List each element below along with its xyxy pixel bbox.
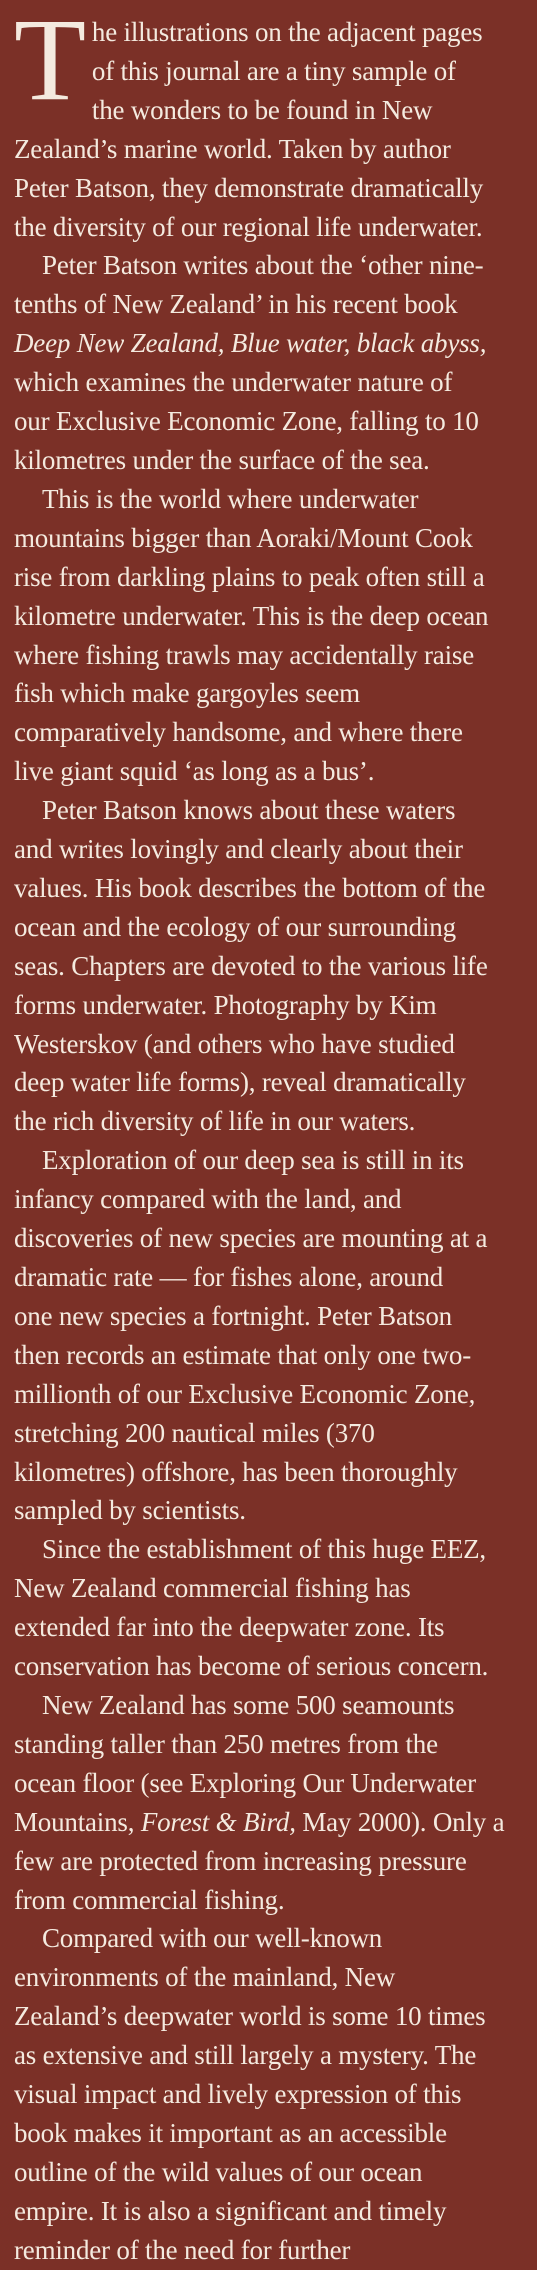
text-line: ocean and the ecology of our surrounding <box>14 911 456 942</box>
text-line: then records an estimate that only one two- <box>14 1339 472 1370</box>
text-line: Peter Batson writes about the ‘other nine- <box>42 250 484 281</box>
text-line: of this journal are a tiny sample of <box>91 55 456 86</box>
paragraph-5 <box>14 1141 530 1530</box>
text-line: ocean floor (see Exploring Our Underwater <box>14 1767 476 1798</box>
text-line: Peter Batson knows about these waters <box>42 795 456 826</box>
text-line: he illustrations on the adjacent pages <box>91 17 483 47</box>
text-line: the diversity of our regional life underwater. <box>14 211 483 242</box>
journal-title: Forest & Bird, <box>140 1806 296 1837</box>
paragraph-2 <box>14 246 530 479</box>
text-line: This is the world where underwater <box>42 483 419 514</box>
text-line: dramatic rate — for fishes alone, around <box>14 1262 444 1292</box>
text-line: seas. Chapters are devoted to the various life <box>14 950 488 981</box>
paragraph-3 <box>14 480 530 791</box>
text-line: which examines the underwater nature of <box>14 367 453 398</box>
text-line: May 2000). Only a <box>295 1806 505 1837</box>
article-body <box>14 0 530 2270</box>
text-line: Mountains, <box>14 1806 141 1837</box>
text-line: infancy compared with the land, and <box>14 1184 402 1215</box>
text-line: visual impact and lively expression of this <box>14 2079 462 2110</box>
text-line: and writes lovingly and clearly about their <box>14 834 463 865</box>
text-line: kilometre underwater. This is the deep ocean <box>14 600 489 631</box>
text-line: Zealand’s deepwater world is some 10 times <box>14 2001 486 2032</box>
text-line: book makes it important as an accessible <box>14 2117 447 2148</box>
paragraph-1 <box>14 0 530 246</box>
text-line: Peter Batson, they demonstrate dramatically <box>14 172 484 203</box>
text-line: mountains bigger than Aoraki/Mount Cook <box>14 522 473 553</box>
text-line: extended far into the deepwater zone. Its <box>14 1612 445 1643</box>
text-line: fish which make gargoyles seem <box>14 678 360 709</box>
text-line: Exploration of our deep sea is still in its <box>42 1145 464 1176</box>
text-line: reminder of the need for further <box>14 2234 351 2265</box>
text-line: outline of the wild values of our ocean <box>14 2156 423 2187</box>
text-line: tenths of New Zealand’ in his recent book <box>14 289 458 320</box>
text-line: few are protected from increasing pressure <box>14 1845 467 1876</box>
paragraph-6 <box>14 1530 530 1686</box>
paragraph-4 <box>14 791 530 1141</box>
text-line: stretching 200 nautical miles (370 <box>14 1417 375 1448</box>
text-line: New Zealand has some 500 seamounts <box>42 1689 455 1720</box>
text-line: one new species a fortnight. Peter Batson <box>14 1300 452 1331</box>
text-line: our Exclusive Economic Zone, falling to 10 <box>14 406 479 437</box>
book-title: Deep New Zealand, Blue water, black abyss, <box>14 328 487 359</box>
text-line: New Zealand commercial fishing has <box>14 1573 411 1604</box>
text-line: Zealand’s marine world. Taken by author <box>14 133 451 164</box>
text-line: conservation has become of serious concern. <box>14 1651 489 1682</box>
text-line: deep water life forms), reveal dramatically <box>14 1067 466 1098</box>
text-line: Westerskov (and others who have studied <box>14 1028 455 1059</box>
text-line: as extensive and still largely a mystery. The <box>14 2040 477 2071</box>
text-line: the wonders to be found in New <box>91 94 433 125</box>
text-line: from commercial fishing. <box>14 1884 285 1915</box>
text-line: millionth of our Exclusive Economic Zone, <box>14 1378 476 1409</box>
text-line: Compared with our well-known <box>42 1923 383 1954</box>
text-line: where fishing trawls may accidentally raise <box>14 639 474 670</box>
text-line: rise from darkling plains to peak often still a <box>14 561 485 592</box>
text-line: standing taller than 250 metres from the <box>14 1728 438 1759</box>
text-line: comparatively handsome, and where there <box>14 717 463 748</box>
text-line: sampled by scientists. <box>14 1495 246 1526</box>
text-line: discoveries of new species are mounting at a <box>14 1223 488 1254</box>
paragraph-8 <box>14 1919 530 2269</box>
text-line: values. His book describes the bottom of the <box>14 872 486 903</box>
text-line: forms underwater. Photography by Kim <box>14 989 437 1020</box>
text-line: environments of the mainland, New <box>14 1962 396 1993</box>
text-line: the rich diversity of life in our waters. <box>14 1106 416 1137</box>
text-line: kilometres) offshore, has been thoroughly <box>14 1456 458 1487</box>
text-line: empire. It is also a significant and timely <box>14 2195 447 2226</box>
paragraph-7 <box>14 1686 530 1919</box>
text-line: Since the establishment of this huge EEZ, <box>42 1534 486 1565</box>
text-line: live giant squid ‘as long as a bus’. <box>14 756 375 787</box>
text-line: kilometres under the surface of the sea. <box>14 444 430 475</box>
drop-cap: T <box>14 0 86 125</box>
